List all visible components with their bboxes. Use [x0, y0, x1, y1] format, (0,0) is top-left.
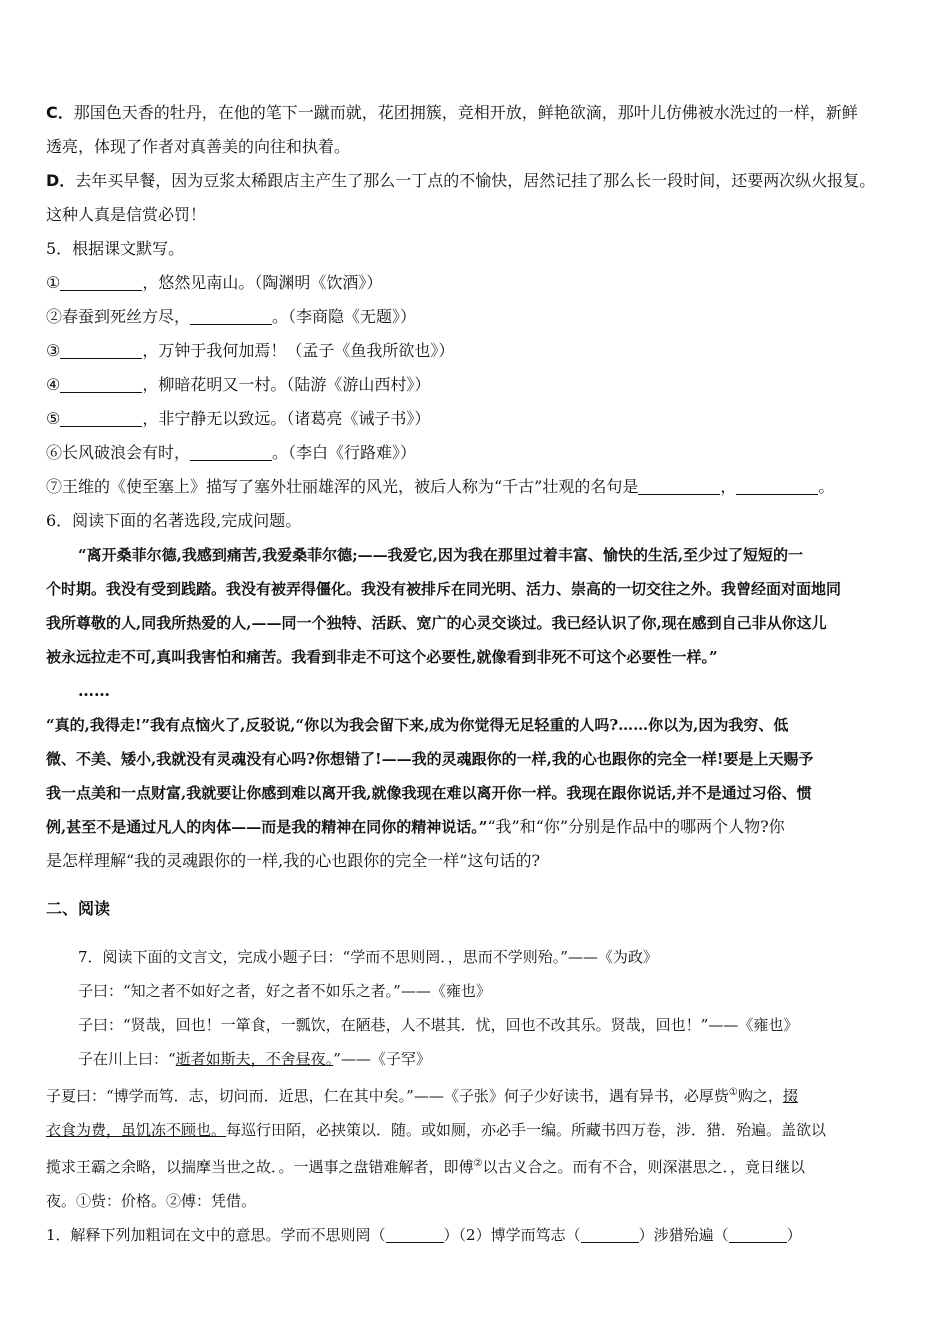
q5-item-6: ⑥长风破浪会有时， 。（李白《行路难》） — [46, 443, 417, 462]
answer-blank[interactable] — [638, 476, 720, 495]
q5-title: 5．根据课文默写。 — [46, 239, 185, 258]
answer-blank[interactable] — [60, 340, 142, 359]
q7-line6: 衣食为费，虽饥冻不顾也。每巡行田陌，必挟策以．随。或如厕，亦必手一编。所藏书四万卷，涉．猎．殆遍。盖欲以 — [46, 1121, 827, 1139]
q5-item-7: ⑦王维的《使至塞上》描写了塞外壮丽雄浑的风光，被后人称为“千古”壮观的名句是 ， 。 — [46, 477, 835, 496]
q6-para2-line5: 是怎样理解“我的灵魂跟你的一样,我的心也跟你的完全一样”这句话的? — [46, 851, 541, 870]
q6-para2-line4: 例,甚至不是通过凡人的肉体——而是我的精神在同你的精神说话。”“我”和“你”分别是作品中的哪两个人物?你 — [46, 817, 785, 836]
q5-item-1: ① ，悠然见南山。（陶渊明《饮酒》） — [46, 273, 383, 292]
q4-option-c-line1: C．那国色天香的牡丹，在他的笔下一蹴而就，花团拥簇，竞相开放，鲜艳欲滴，那叶儿仿佛被水洗过的一样，新鲜 — [46, 103, 858, 122]
q4-option-d-line2: 这种人真是信赏必罚！ — [46, 205, 207, 224]
answer-blank[interactable] — [190, 442, 272, 461]
q6-title: 6．阅读下面的名著选段,完成问题。 — [46, 511, 302, 530]
q5-item-4: ④ ，柳暗花明又一村。（陆游《游山西村》） — [46, 375, 431, 394]
q6-para2-line3: 我一点美和一点财富,我就要让你感到难以离开我,就像我现在难以离开你一样。我现在跟你说话,并不是通过习俗、惯 — [46, 784, 812, 802]
q7-intro: 7．阅读下面的文言文，完成小题子曰：“学而不思则罔．，思而不学则殆。”——《为政》 — [78, 948, 658, 966]
q5-item-5: ⑤ ，非宁静无以致远。（诸葛亮《诫子书》） — [46, 409, 431, 428]
q4-option-d-line1: D．去年买早餐，因为豆浆太稀跟店主产生了那么一丁点的不愉快，居然记挂了那么长一段时间，还要两次纵火报复。 — [46, 171, 876, 190]
q7-subquestion-1: 1．解释下列加粗词在文中的意思。学而不思则罔（ ）（2）博学而笃志（ ）涉猎殆遍（ ） — [46, 1226, 802, 1244]
section-two-title: 二、阅读 — [46, 899, 111, 918]
q7-line4: 子在川上曰：“逝者如斯夫，不舍昼夜。”——《子罕》 — [78, 1050, 431, 1068]
answer-blank[interactable] — [581, 1224, 639, 1243]
q6-para1-line3: 我所尊敬的人,同我所热爱的人,——同一个独特、活跃、宽广的心灵交谈过。我已经认识了你,现在感到自己非从你这儿 — [46, 614, 827, 632]
answer-blank[interactable] — [60, 408, 142, 427]
q7-passage — [46, 940, 908, 1252]
answer-blank[interactable] — [60, 374, 142, 393]
q6-excerpt — [46, 538, 908, 878]
q6-para1-line1: “离开桑菲尔德,我感到痛苦,我爱桑菲尔德;——我爱它,因为我在那里过着丰富、愉快的生活,至少过了短短的一 — [78, 546, 804, 564]
q7-line8: 夜。①赀：价格。②傅：凭借。 — [46, 1192, 257, 1210]
q6-para2-line2: 微、不美、矮小,我就没有灵魂没有心吗?你想错了!——我的灵魂跟你的一样,我的心也跟你的完全一样!要是上天赐予 — [46, 750, 814, 768]
q4-option-c-line2: 透亮，体现了作者对真善美的向往和执着。 — [46, 137, 351, 156]
q7-line5: 子夏曰：“博学而笃．志，切问而．近思，仁在其中矣。”——《子张》何子少好读书，遇有异书，必厚赀①购之，掇 — [46, 1087, 798, 1105]
q6-para2-line1: “真的,我得走!”我有点恼火了,反驳说,“你以为我会留下来,成为你觉得无足轻重的人吗?……你以为,因为我穷、低 — [46, 716, 789, 734]
answer-blank[interactable] — [190, 306, 272, 325]
q6-ellipsis: …… — [78, 681, 110, 700]
q5-item-3: ③ ，万钟于我何加焉！（孟子《鱼我所欲也》） — [46, 341, 455, 360]
answer-blank[interactable] — [736, 476, 818, 495]
q7-line3: 子曰：“贤哉，回也！一箪食，一瓢饮，在陋巷，人不堪其．忧，回也不改其乐。贤哉，回也！”——《雍也》 — [78, 1016, 799, 1034]
q5-items — [46, 266, 908, 504]
answer-blank[interactable] — [729, 1224, 787, 1243]
document-page — [46, 96, 908, 1252]
answer-blank[interactable] — [386, 1224, 444, 1243]
q6-para1-line2: 个时期。我没有受到践踏。我没有被弄得僵化。我没有被排斥在同光明、活力、崇高的一切交往之外。我曾经面对面地同 — [46, 580, 842, 598]
q6-para1-line4: 被永远拉走不可,真叫我害怕和痛苦。我看到非走不可这个必要性,就像看到非死不可这个必要性一样。” — [46, 648, 718, 666]
q5-item-2: ②春蚕到死丝方尽， 。（李商隐《无题》） — [46, 307, 417, 326]
q7-line7: 揽求王霸之余略，以揣摩当世之故．。一遇事之盘错难解者，即傅②以古义合之。而有不合，则深湛思之．，竟日继以 — [46, 1158, 805, 1176]
q7-line2: 子曰：“知之者不如好之者，好之者不如乐之者。”——《雍也》 — [78, 982, 491, 1000]
answer-blank[interactable] — [60, 272, 142, 291]
